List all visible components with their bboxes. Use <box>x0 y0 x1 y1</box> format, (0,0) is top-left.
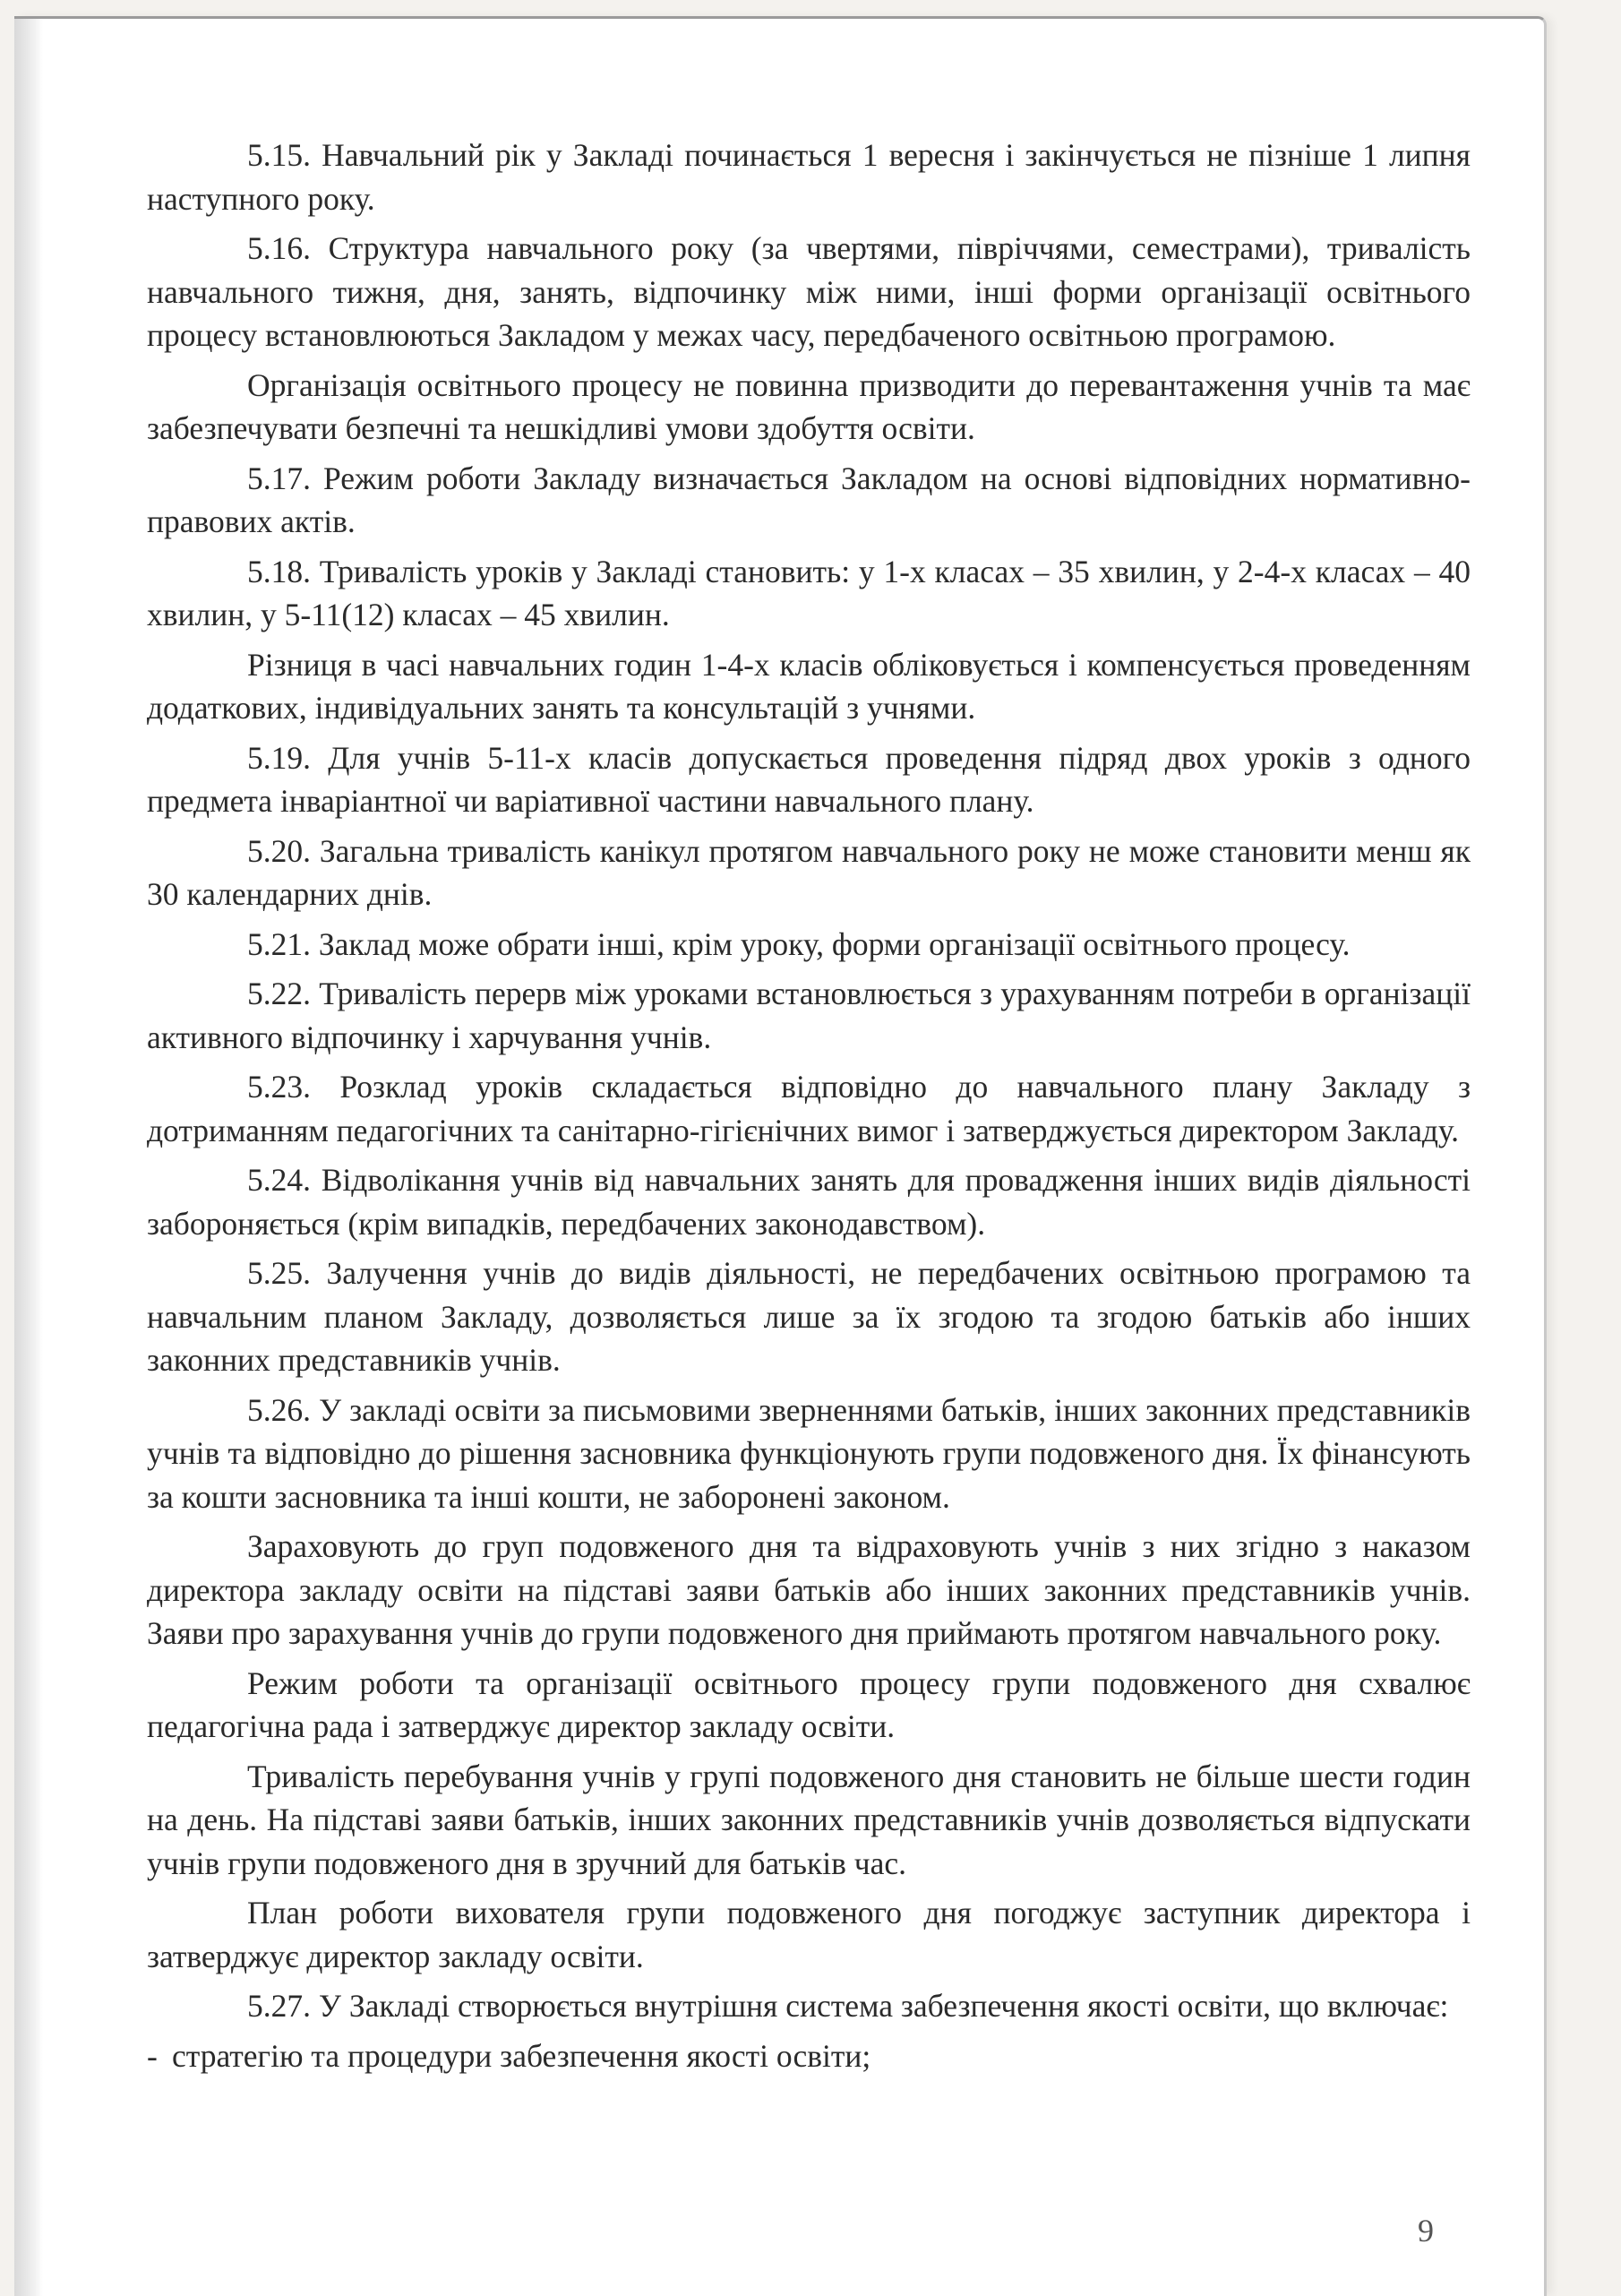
paragraph-5-24: 5.24. Відволікання учнів від навчальних занять для провадження інших видів діяльності забороняється (крім випадків, передбачених законодавством). <box>147 1162 1471 1242</box>
paragraph-5-21: 5.21. Заклад може обрати інші, крім уроку, форми організації освітнього процесу. <box>247 925 1351 962</box>
paragraph: План роботи вихователя групи подовженого дня погоджує заступник директора і затверджує директор закладу освіти. <box>147 1895 1471 1974</box>
paragraph: Організація освітнього процесу не повинна призводити до перевантаження учнів та має забезпечувати безпечні та нешкідливі умови здобуття освіти. <box>147 366 1471 446</box>
paragraph-5-26: 5.26. У закладі освіти за письмовими зверненнями батьків, інших законних представників учнів та відповідно до рішення засновника функціонують групи подовженого дня. Їх фінансують за кошти засновника та інші кошти, не заборонені законом. <box>147 1391 1471 1515</box>
paragraph-5-18: 5.18. Тривалість уроків у Закладі становить: у 1-х класах – 35 хвилин, у 2-4-х класах – 40 хвилин, у 5-11(12) класах – 45 хвилин. <box>147 553 1471 632</box>
document-page <box>14 16 1547 2296</box>
paragraph-5-16: 5.16. Структура навчального року (за чвертями, півріччями, семестрами), тривалість навчального тижня, дня, занять, відпочинку між ними, інші форми організації освітнього процесу встановлюються Закладом у межах часу, передбаченого освітньою програмою. <box>147 230 1471 353</box>
paragraph: Зараховують до груп подовженого дня та відраховують учнів з них згідно з наказом директора закладу освіти на підставі заяви батьків або інших законних представників учнів. Заяви про зарахування учнів до групи подовженого дня приймають протягом навчального року. <box>147 1528 1471 1651</box>
list-item-text: стратегію та процедури забезпечення якості освіти; <box>172 2037 871 2074</box>
document-body <box>147 133 1471 2077</box>
paragraph-5-20: 5.20. Загальна тривалість канікул протягом навчального року не може становити менш як 30 календарних днів. <box>147 832 1471 912</box>
paragraph: Різниця в часі навчальних годин 1-4-х класів обліковується і компенсується проведенням додаткових, індивідуальних занять та консультацій з учнями. <box>147 646 1471 726</box>
paragraph-5-15: 5.15. Навчальний рік у Закладі починається 1 вересня і закінчується не пізніше 1 липня наступного року. <box>147 137 1471 217</box>
list-marker: - <box>147 2037 158 2074</box>
page-number: 9 <box>1418 2213 1434 2249</box>
paragraph-5-25: 5.25. Залучення учнів до видів діяльності, не передбачених освітньою програмою та навчальним планом Закладу, дозволяється лише за їх згодою та згодою батьків або інших законних представників учнів. <box>147 1255 1471 1378</box>
list-item <box>147 2034 1471 2078</box>
paragraph-5-22: 5.22. Тривалість перерв між уроками встановлюється з урахуванням потреби в організації активного відпочинку і харчування учнів. <box>147 976 1471 1055</box>
paragraph-5-17: 5.17. Режим роботи Закладу визначається Закладом на основі відповідних нормативно-правових актів. <box>147 460 1471 539</box>
paragraph-5-27: 5.27. У Закладі створюється внутрішня система забезпечення якості освіти, що включає: <box>247 1988 1449 2024</box>
paragraph-5-23: 5.23. Розклад уроків складається відповідно до навчального плану Закладу з дотриманням педагогічних та санітарно-гігієнічних вимог і затверджується директором Закладу. <box>147 1069 1471 1148</box>
paragraph-5-19: 5.19. Для учнів 5-11-х класів допускається проведення підряд двох уроків з одного предмета інваріантної чи варіативної частини навчального плану. <box>147 739 1471 819</box>
paragraph: Тривалість перебування учнів у групі подовженого дня становить не більше шести годин на день. На підставі заяви батьків, інших законних представників учнів дозволяється відпускати учнів групи подовженого дня в зручний для батьків час. <box>147 1758 1471 1881</box>
paragraph: Режим роботи та організації освітнього процесу групи подовженого дня схвалює педагогічна рада і затверджує директор закладу освіти. <box>147 1664 1471 1744</box>
